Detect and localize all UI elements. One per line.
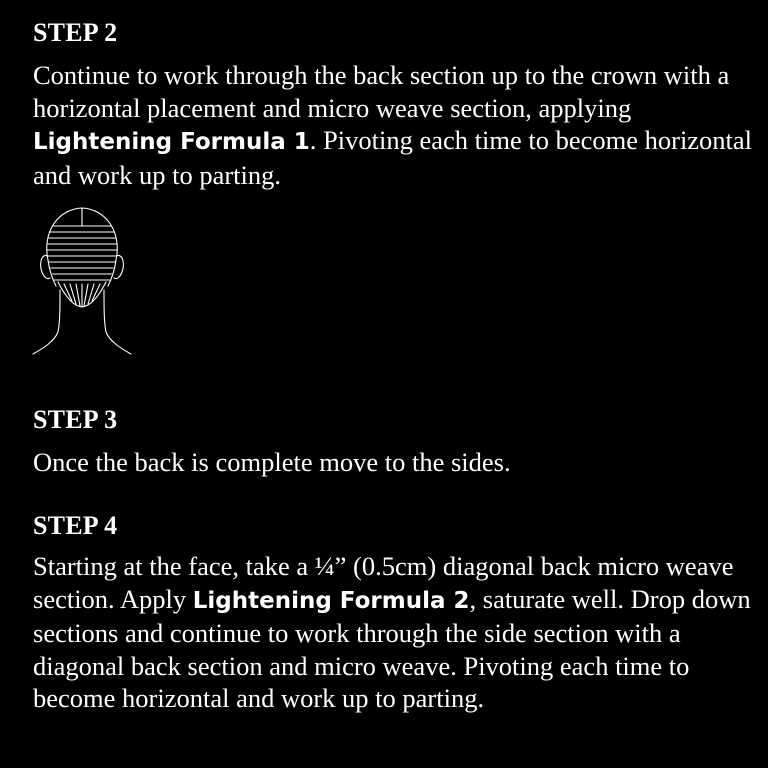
step-2-text — [33, 59, 753, 191]
step-3-title: STEP 3 — [33, 405, 118, 434]
step-3-text: Once the back is complete move to the sides. — [33, 447, 511, 477]
step-2-formula: Lightening Formula 1 — [33, 129, 310, 155]
step-2-title: STEP 2 — [33, 18, 118, 47]
step-4-text-part1: Starting at the face, take a ¼” (0.5cm) diagonal back micro weave section. Apply — [33, 551, 734, 614]
step-4-title: STEP 4 — [33, 511, 118, 540]
step-4-text-part2: , saturate well. Drop down sections and continue to work through the side section with a diagonal back section and micro weave. Pivoting each time to become horizontal and work up to parting. — [33, 583, 751, 713]
step-2-text-part1: Continue to work through the back section up to the crown with a horizontal placement and micro weave section, applying — [33, 60, 730, 123]
step-4-formula: Lightening Formula 2 — [192, 587, 470, 614]
step-2-text-part2: . Pivoting each time to become horizontal and work up to parting. — [33, 125, 753, 190]
step-4-text — [33, 550, 753, 715]
head-back-view-icon — [30, 204, 134, 364]
